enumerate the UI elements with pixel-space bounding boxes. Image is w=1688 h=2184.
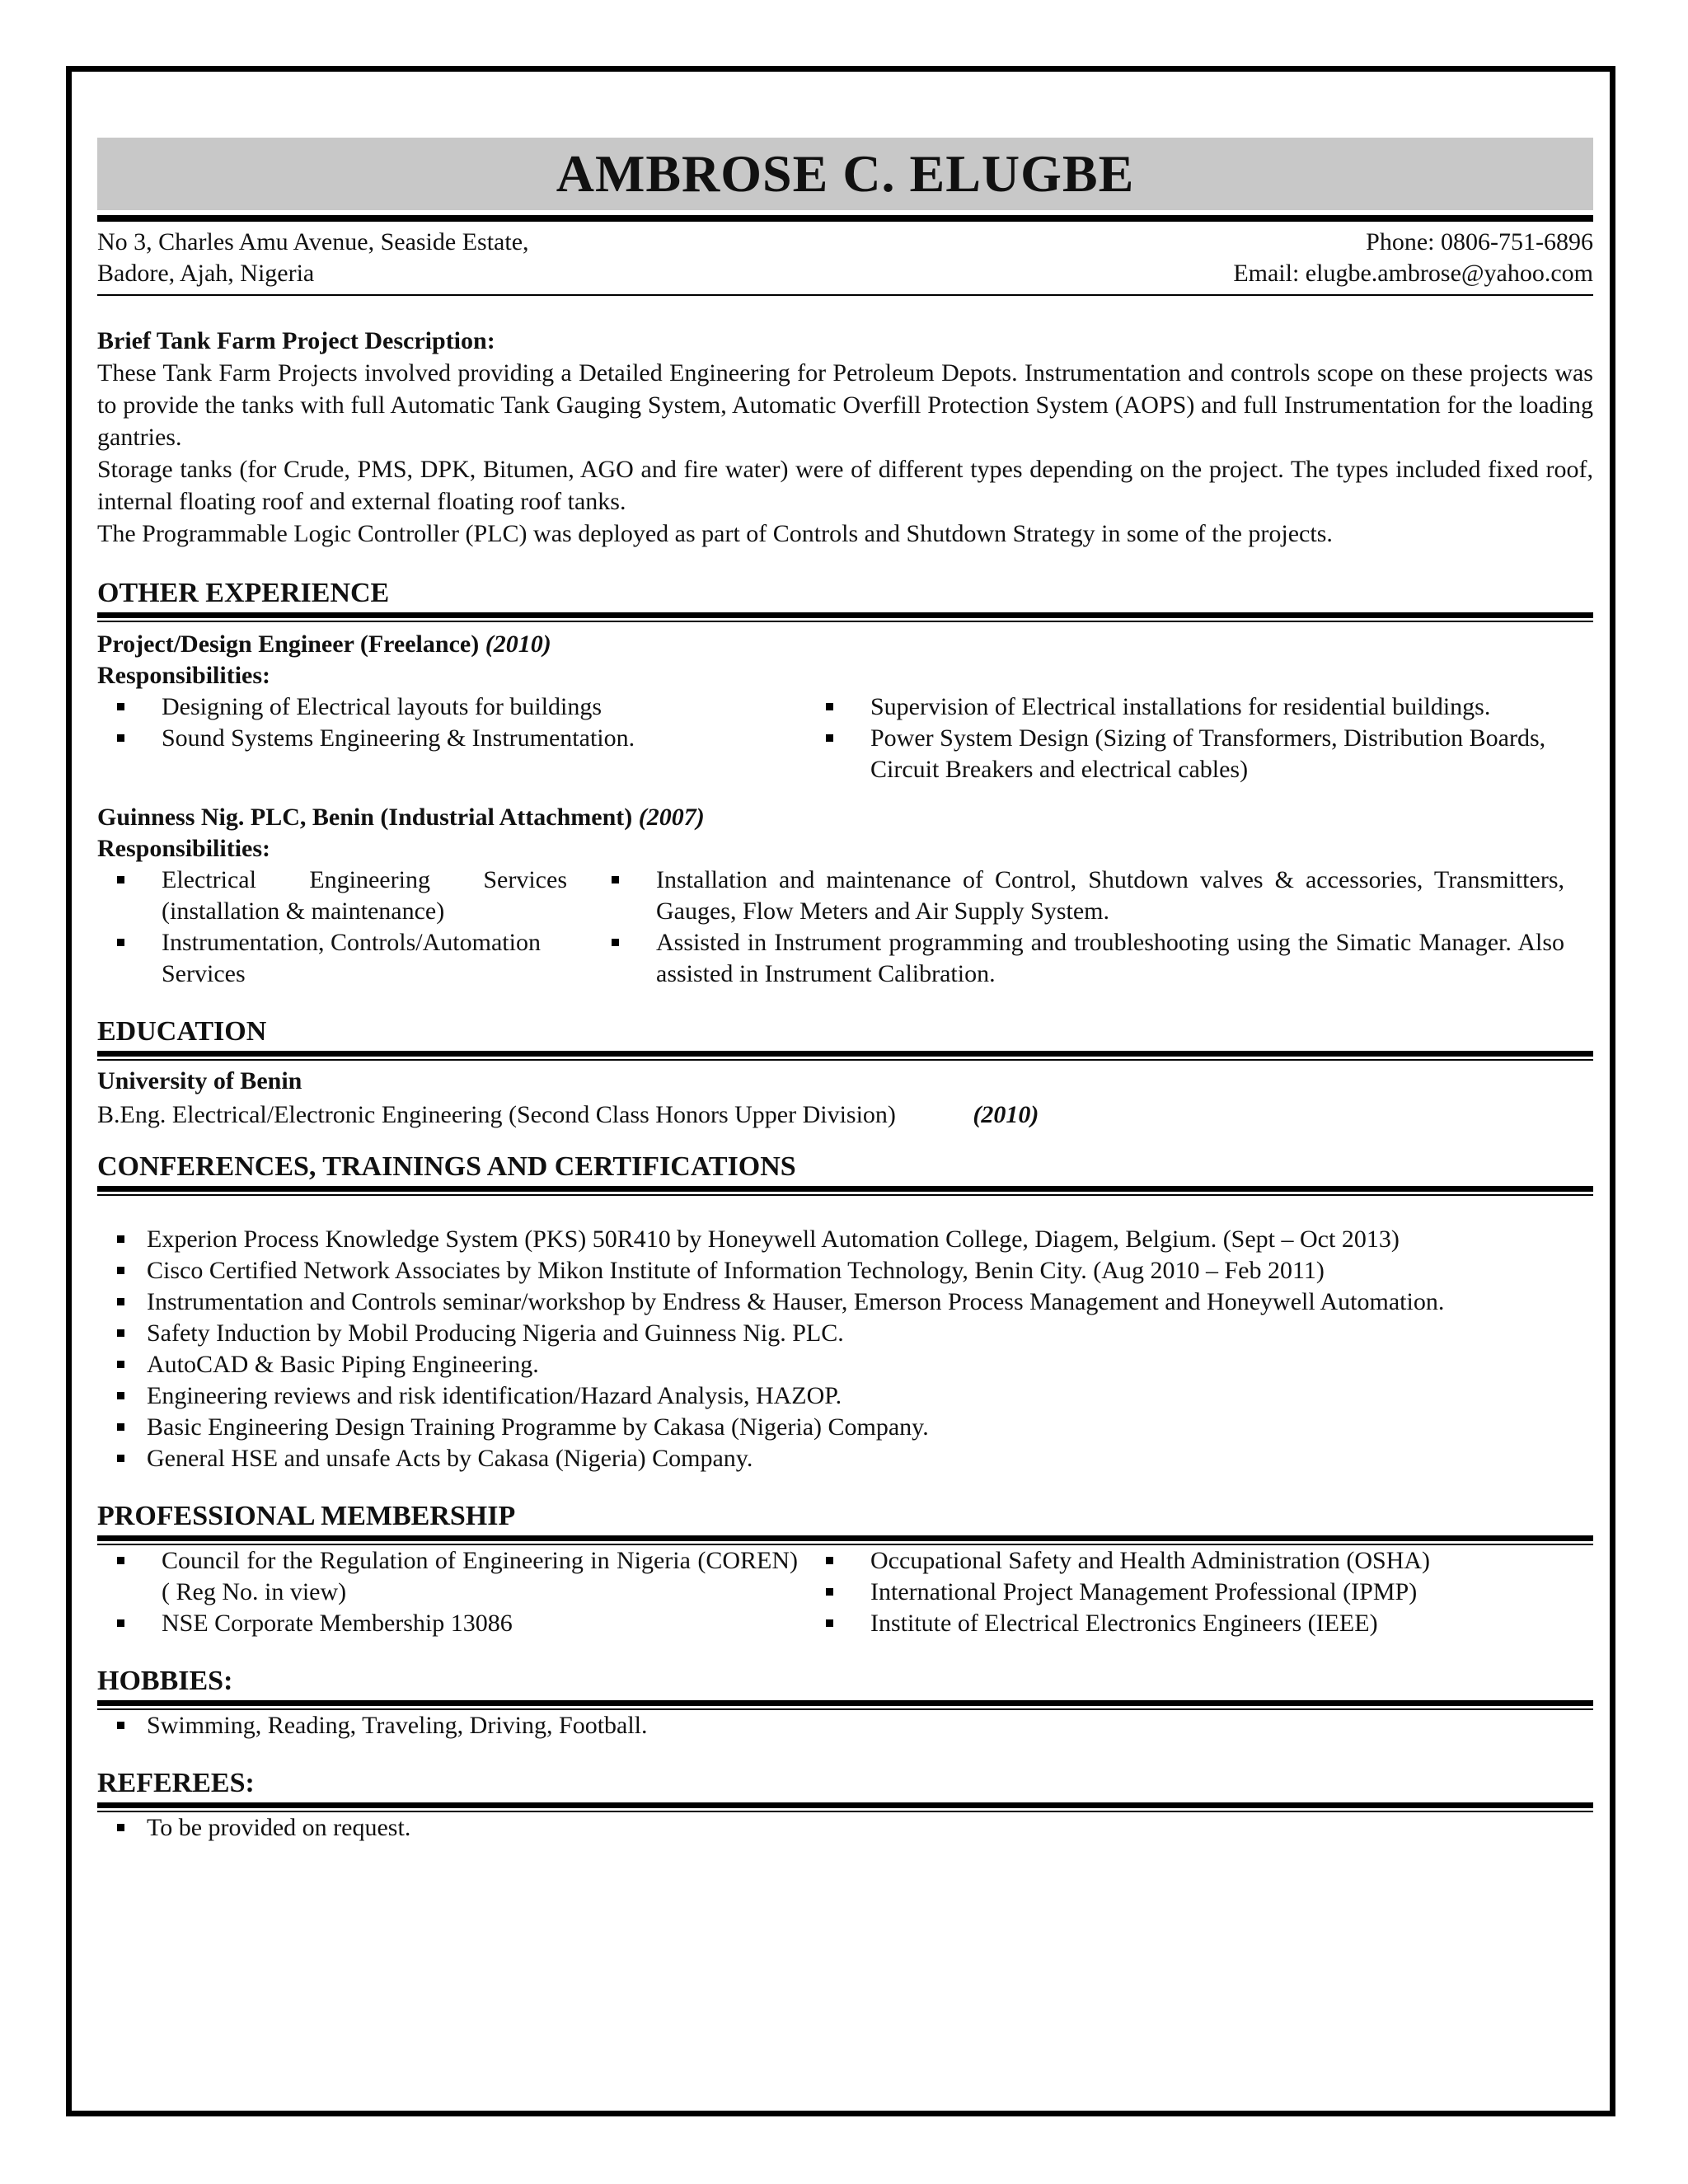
job1-right-list	[806, 691, 1593, 785]
contact-details	[1233, 227, 1593, 289]
job-year: (2007)	[638, 804, 705, 831]
list-item: Assisted in Instrument programming and troubleshooting using the Simatic Manager. Also assisted in Instrument Calibration.	[592, 927, 1564, 990]
list-item: To be provided on request.	[97, 1812, 1593, 1844]
degree-year: (2010)	[973, 1101, 1039, 1128]
job2-left-list	[97, 865, 592, 990]
address-line-1: No 3, Charles Amu Avenue, Seaside Estate,	[97, 228, 529, 255]
list-item: Sound Systems Engineering & Instrumentation.	[97, 723, 806, 754]
list-item: Swimming, Reading, Traveling, Driving, Football.	[97, 1710, 1593, 1741]
list-item: Engineering reviews and risk identification/Hazard Analysis, HAZOP.	[97, 1380, 1593, 1412]
job-title	[97, 629, 1593, 660]
job-year: (2010)	[485, 630, 551, 658]
candidate-name: AMBROSE C. ELUGBE	[556, 144, 1135, 203]
hobbies-list	[97, 1710, 1593, 1741]
resume	[97, 138, 1593, 1844]
section-heading-conferences: CONFERENCES, TRAININGS AND CERTIFICATIONS	[97, 1151, 796, 1182]
responsibilities-label: Responsibilities:	[97, 662, 271, 689]
list-item: Power System Design (Sizing of Transformers, Distribution Boards, Circuit Breakers and electrical cables)	[806, 723, 1585, 785]
list-item: Electrical Engineering Services (installation & maintenance)	[97, 865, 567, 927]
section-heading-hobbies: HOBBIES:	[97, 1666, 233, 1696]
section-rule	[97, 1535, 1593, 1545]
referees-list	[97, 1812, 1593, 1844]
job2-responsibilities	[97, 865, 1593, 990]
list-item: Instrumentation and Controls seminar/workshop by Endress & Hauser, Emerson Process Management and Honeywell Automation.	[97, 1286, 1593, 1318]
membership-right-list	[806, 1545, 1593, 1639]
name-banner	[97, 138, 1593, 210]
conferences-list	[97, 1224, 1593, 1474]
project-paragraph-1: These Tank Farm Projects involved providing a Detailed Engineering for Petroleum Depots. Instrumentation and controls scope on these projects was to provide the tanks with full Automatic Tank Gauging System, Automatic Overfill Protection System (AOPS) and full Instrumentation for the loading gantries.	[97, 359, 1593, 451]
job-title-text: Guinness Nig. PLC, Benin (Industrial Attachment)	[97, 804, 633, 831]
job1-responsibilities	[97, 691, 1593, 785]
list-item: Supervision of Electrical installations for residential buildings.	[806, 691, 1585, 723]
list-item: Installation and maintenance of Control, Shutdown valves & accessories, Transmitters, Gauges, Flow Meters and Air Supply System.	[592, 865, 1564, 927]
address-line-2: Badore, Ajah, Nigeria	[97, 260, 315, 287]
section-rule	[97, 1186, 1593, 1196]
project-section	[97, 326, 1593, 550]
job2-right-list	[592, 865, 1564, 990]
section-heading-experience: OTHER EXPERIENCE	[97, 578, 390, 608]
list-item: Instrumentation, Controls/Automation Services	[97, 927, 567, 990]
list-item: Designing of Electrical layouts for buildings	[97, 691, 806, 723]
job-title-text: Project/Design Engineer (Freelance)	[97, 630, 480, 658]
project-paragraph-3: The Programmable Logic Controller (PLC) was deployed as part of Controls and Shutdown Strategy in some of the projects.	[97, 520, 1333, 547]
job-title	[97, 802, 1593, 833]
list-item: Cisco Certified Network Associates by Mikon Institute of Information Technology, Benin City. (Aug 2010 – Feb 2011)	[97, 1255, 1593, 1286]
address	[97, 227, 529, 289]
section-rule	[97, 1700, 1593, 1710]
membership-left-list	[97, 1545, 806, 1639]
section-rule	[97, 612, 1593, 622]
section-rule	[97, 1802, 1593, 1812]
name-rule	[97, 215, 1593, 222]
degree-line	[97, 1097, 1593, 1133]
contact-block	[97, 227, 1593, 289]
section-heading-membership: PROFESSIONAL MEMBERSHIP	[97, 1501, 516, 1531]
list-item: Council for the Regulation of Engineering in Nigeria (COREN) ( Reg No. in view)	[97, 1545, 798, 1608]
school-name: University of Benin	[97, 1067, 302, 1094]
degree: B.Eng. Electrical/Electronic Engineering (Second Class Honors Upper Division)	[97, 1101, 896, 1128]
list-item: Safety Induction by Mobil Producing Nigeria and Guinness Nig. PLC.	[97, 1318, 1593, 1349]
project-title: Brief Tank Farm Project Description:	[97, 327, 495, 354]
list-item: Experion Process Knowledge System (PKS) 50R410 by Honeywell Automation College, Diagem, Belgium. (Sept – Oct 2013)	[97, 1224, 1593, 1255]
section-rule	[97, 1051, 1593, 1061]
list-item: Basic Engineering Design Training Programme by Cakasa (Nigeria) Company.	[97, 1412, 1593, 1443]
list-item: Institute of Electrical Electronics Engineers (IEEE)	[806, 1608, 1593, 1639]
email: Email: elugbe.ambrose@yahoo.com	[1233, 260, 1593, 287]
job1-left-list	[97, 691, 806, 785]
membership-columns	[97, 1545, 1593, 1639]
section-heading-education: EDUCATION	[97, 1016, 267, 1047]
list-item: Occupational Safety and Health Administration (OSHA)	[806, 1545, 1593, 1577]
list-item: NSE Corporate Membership 13086	[97, 1608, 798, 1639]
list-item: General HSE and unsafe Acts by Cakasa (Nigeria) Company.	[97, 1443, 1593, 1474]
responsibilities-label: Responsibilities:	[97, 835, 271, 862]
phone: Phone: 0806-751-6896	[1366, 228, 1593, 255]
project-paragraph-2: Storage tanks (for Crude, PMS, DPK, Bitumen, AGO and fire water) were of different types depending on the project. The types included fixed roof, internal floating roof and external floating roof tanks.	[97, 456, 1593, 515]
contact-rule	[97, 294, 1593, 296]
list-item: International Project Management Professional (IPMP)	[806, 1577, 1593, 1608]
list-item: AutoCAD & Basic Piping Engineering.	[97, 1349, 1593, 1380]
section-heading-referees: REFEREES:	[97, 1768, 255, 1798]
